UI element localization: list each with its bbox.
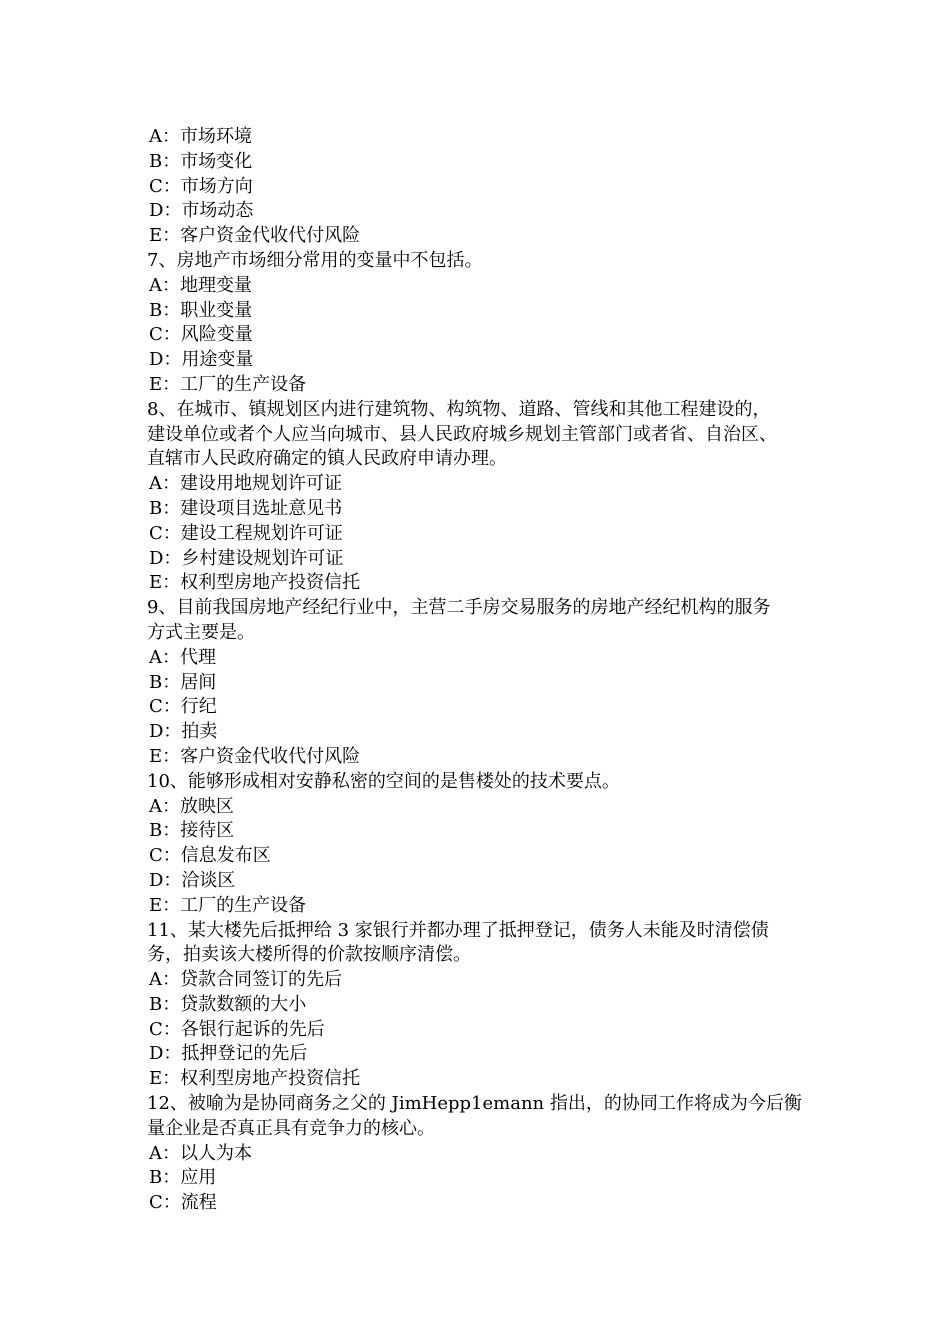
question-text: 方式主要是。 — [147, 621, 255, 643]
answer-option: B：贷款数额的大小 — [149, 993, 307, 1015]
answer-option: B：市场变化 — [149, 150, 253, 172]
answer-option: A：市场环境 — [149, 126, 252, 147]
question-text: 11、某大楼先后抵押给 3 家银行并都办理了抵押登记，债务人未能及时清偿债 — [147, 919, 769, 941]
answer-option: C：市场方向 — [149, 175, 253, 197]
answer-option: A：贷款合同签订的先后 — [149, 969, 342, 991]
answer-option: C：风险变量 — [149, 324, 253, 346]
answer-option: C：行纪 — [149, 696, 217, 718]
answer-option: E：权利型房地产投资信托 — [149, 1068, 361, 1090]
question-text: 务，拍卖该大楼所得的价款按顺序清偿。 — [147, 944, 471, 966]
answer-option: D：乡村建设规划许可证 — [149, 547, 344, 569]
question-text: 12、被喻为是协同商务之父的 JimHepp1emann 指出，的协同工作将成为今后衡 — [147, 1093, 802, 1115]
answer-option: D：抵押登记的先后 — [149, 1043, 308, 1065]
answer-option: D：用途变量 — [149, 349, 254, 371]
answer-option: E：权利型房地产投资信托 — [149, 572, 361, 594]
question-text: 量企业是否真正具有竞争力的核心。 — [147, 1117, 435, 1139]
answer-option: D：洽谈区 — [149, 869, 236, 891]
answer-option: D：市场动态 — [149, 200, 254, 222]
question-text: 10、能够形成相对安静私密的空间的是售楼处的技术要点。 — [147, 770, 620, 792]
document-body — [147, 125, 827, 1216]
answer-option: B：接待区 — [149, 820, 235, 842]
answer-option: A：地理变量 — [149, 274, 252, 296]
answer-option: A：放映区 — [149, 795, 234, 817]
answer-option: B：应用 — [149, 1167, 217, 1189]
answer-option: A：以人为本 — [149, 1142, 252, 1164]
answer-option: E：工厂的生产设备 — [149, 894, 307, 916]
answer-option: A：建设用地规划许可证 — [149, 473, 342, 495]
answer-option: B：职业变量 — [149, 299, 253, 321]
answer-option: E：客户资金代收代付风险 — [149, 225, 361, 247]
answer-option: C：各银行起诉的先后 — [149, 1018, 325, 1040]
answer-option: E：客户资金代收代付风险 — [149, 745, 361, 767]
question-text: 7、房地产市场细分常用的变量中不包括。 — [147, 249, 483, 271]
answer-option: D：拍卖 — [149, 721, 218, 743]
answer-option: C：流程 — [149, 1192, 217, 1214]
answer-option: C：信息发布区 — [149, 845, 271, 867]
question-text: 9、目前我国房地产经纪行业中，主营二手房交易服务的房地产经纪机构的服务 — [147, 597, 771, 619]
question-text: 建设单位或者个人应当向城市、县人民政府城乡规划主管部门或者省、自治区、 — [147, 423, 777, 445]
answer-option: A：代理 — [149, 646, 216, 668]
answer-option: E：工厂的生产设备 — [149, 373, 307, 395]
question-text: 直辖市人民政府确定的镇人民政府申请办理。 — [147, 448, 507, 470]
answer-option: B：建设项目选址意见书 — [149, 497, 343, 519]
question-text: 8、在城市、镇规划区内进行建筑物、构筑物、道路、管线和其他工程建设的， — [147, 398, 771, 420]
answer-option: B：居间 — [149, 671, 217, 693]
answer-option: C：建设工程规划许可证 — [149, 522, 343, 544]
